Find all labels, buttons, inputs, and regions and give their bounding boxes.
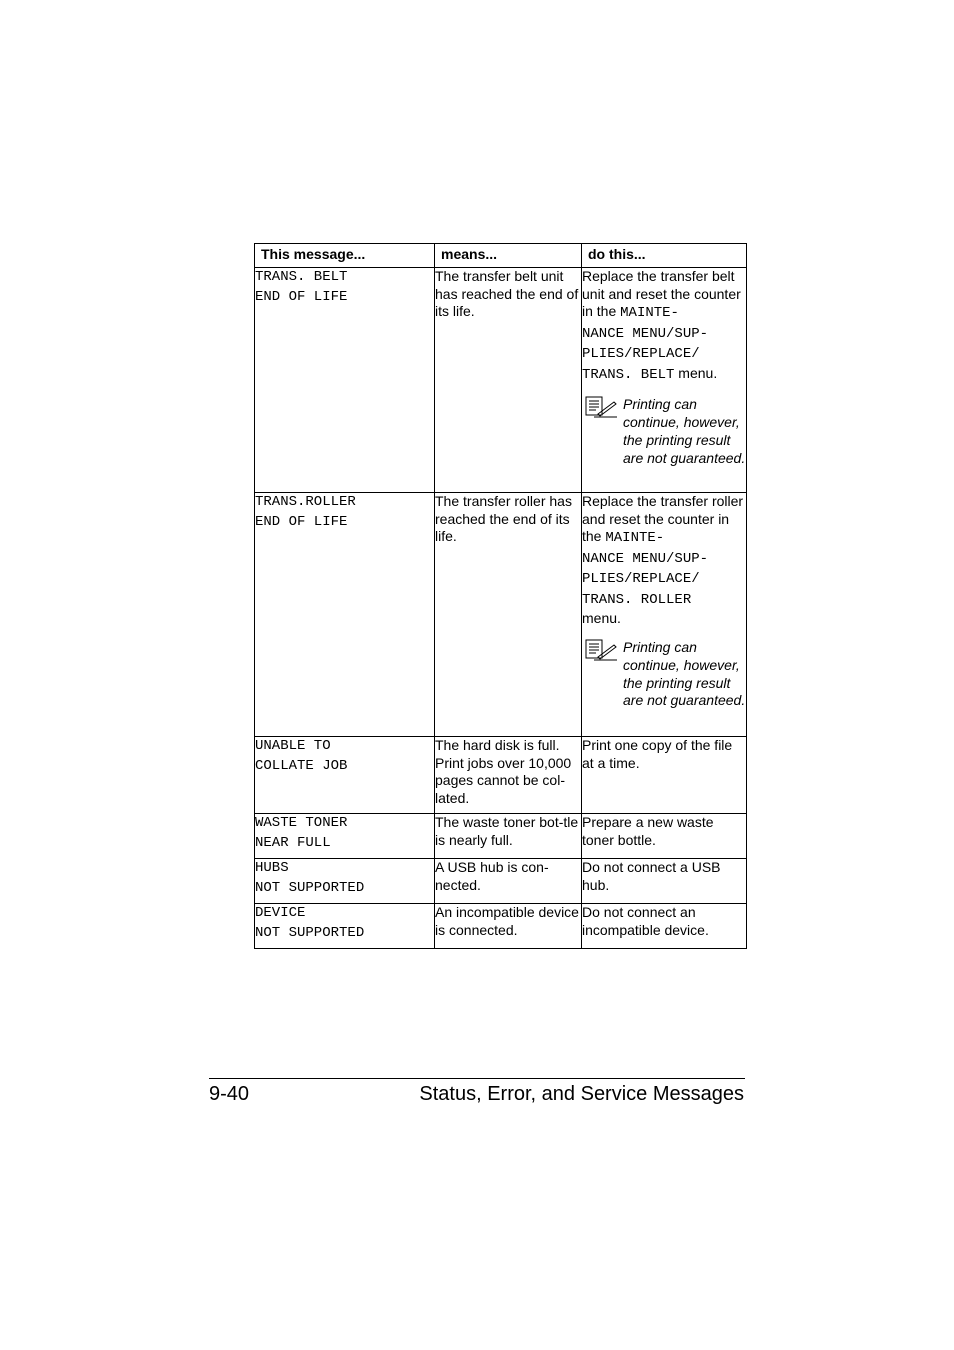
message-line: DEVICE: [255, 905, 306, 921]
do-this-cell: Prepare a new waste toner bottle.: [582, 814, 747, 859]
menu-path: TRANS. BELT: [582, 366, 675, 383]
message-line: TRANS. BELT: [255, 269, 348, 285]
header-this-message: This message...: [255, 244, 435, 268]
do-this-cell: [582, 493, 747, 737]
do-this-lead: Replace the transfer belt unit and reset the counter in the: [582, 268, 741, 320]
note-text: Printing can continue, however, the printing result are not guaranteed.: [623, 396, 746, 466]
message-cell: [255, 904, 435, 949]
menu-path: NANCE MENU/SUP-: [582, 325, 709, 342]
message-line: NOT SUPPORTED: [255, 879, 365, 896]
menu-path: PLIES/REPLACE/: [582, 571, 700, 588]
note-block: [582, 396, 746, 467]
do-this-cell: Do not connect a USB hub.: [582, 859, 747, 904]
note-pencil-icon: [584, 639, 618, 661]
do-this-text: [582, 268, 746, 385]
means-cell: The waste toner bot-tle is nearly full.: [435, 814, 582, 859]
table-row: [255, 904, 747, 949]
table-row: [255, 493, 747, 737]
message-cell: [255, 859, 435, 904]
means-cell: An incompatible device is connected.: [435, 904, 582, 949]
message-line: HUBS: [255, 860, 289, 876]
message-cell: [255, 268, 435, 493]
table-header-row: [255, 244, 747, 268]
table-row: [255, 814, 747, 859]
message-line: NOT SUPPORTED: [255, 924, 365, 941]
note-block: [582, 639, 746, 710]
note-pencil-icon: [584, 396, 618, 418]
do-this-text: [582, 493, 746, 628]
menu-path: MAINTE-: [605, 530, 665, 547]
header-do-this: do this...: [582, 244, 747, 268]
status-message-table: [254, 243, 747, 949]
message-line: END OF LIFE: [255, 513, 348, 530]
means-cell: The transfer belt unit has reached the end of its life.: [435, 268, 582, 493]
means-cell: The transfer roller has reached the end of its life.: [435, 493, 582, 737]
message-cell: [255, 493, 435, 737]
section-title: Status, Error, and Service Messages: [419, 1083, 744, 1105]
do-this-suffix: menu.: [674, 364, 718, 381]
menu-path: NANCE MENU/SUP-: [582, 550, 709, 567]
table-row: [255, 859, 747, 904]
message-line: END OF LIFE: [255, 288, 348, 305]
means-cell: The hard disk is full. Print jobs over 10,000 pages cannot be col-lated.: [435, 737, 582, 814]
do-this-cell: [582, 268, 747, 493]
message-cell: [255, 814, 435, 859]
means-cell: A USB hub is con-nected.: [435, 859, 582, 904]
menu-path: PLIES/REPLACE/: [582, 346, 700, 363]
message-line: NEAR FULL: [255, 834, 331, 851]
message-line: TRANS.ROLLER: [255, 494, 356, 510]
menu-path: MAINTE-: [620, 305, 679, 322]
table-row: [255, 737, 747, 814]
note-text: Printing can continue, however, the printing result are not guaranteed.: [623, 639, 746, 709]
do-this-suffix: menu.: [582, 610, 621, 627]
do-this-cell: Do not connect an incompatible device.: [582, 904, 747, 949]
table-row: [255, 268, 747, 493]
do-this-cell: Print one copy of the file at a time.: [582, 737, 747, 814]
footer-rule: [209, 1078, 745, 1079]
message-cell: [255, 737, 435, 814]
do-this-lead: Replace the transfer roller and reset the counter in the: [582, 493, 744, 545]
message-line: COLLATE JOB: [255, 757, 348, 774]
menu-path: TRANS. ROLLER: [582, 591, 692, 608]
page-number: 9-40: [209, 1083, 250, 1105]
header-means: means...: [435, 244, 582, 268]
message-line: WASTE TONER: [255, 815, 348, 831]
message-line: UNABLE TO: [255, 738, 331, 754]
